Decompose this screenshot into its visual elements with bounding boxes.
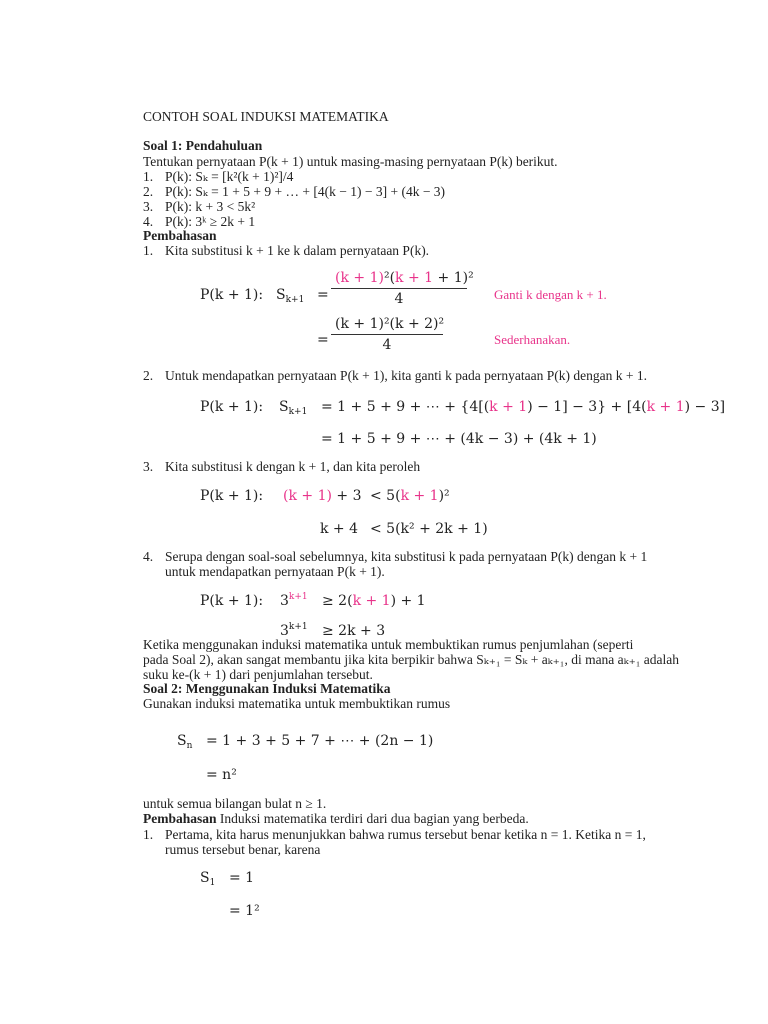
step4-text2: untuk mendapatkan pernyataan P(k + 1). [165, 564, 385, 579]
pembahasan2-eq1: = 1 [229, 870, 255, 886]
step1-fraction1: $\frac{\text{(k + 1)²(k + 1 + 1)²}}{4}$ [331, 270, 467, 307]
soal2-eq1-lhs: $S_n$ [177, 733, 193, 751]
step2-num: 2. [143, 368, 154, 383]
closing-line1: Ketika menggunakan induksi matematika untuk membuktikan rumus penjumlahan (seperti [143, 637, 634, 652]
step2-s: $S_{k+1}$ [279, 399, 308, 417]
soal1-item2: P(k): Sₖ = 1 + 5 + 9 + … + [4(k − 1) − 3] + (4k − 3) [165, 184, 446, 199]
step3-text: Kita substitusi k dengan k + 1, dan kita peroleh [165, 459, 421, 474]
pembahasan2-eq-lhs: $S_1$ [200, 870, 216, 888]
closing-line2: pada Soal 2), akan sangat membantu jika kita berpikir bahwa Sₖ₊₁ = Sₖ + aₖ₊₁, di mana aₖ₊₁ adalah [143, 652, 680, 667]
pembahasan2-item1-line2: rumus tersebut benar, karena [165, 842, 321, 857]
soal2-intro: Gunakan induksi matematika untuk membuktikan rumus [143, 696, 451, 711]
soal1-item3: P(k): k + 3 < 5k² [165, 199, 256, 214]
pembahasan2-item1-line1: Pertama, kita harus menunjukkan bahwa rumus tersebut benar ketika n = 1. Ketika n = 1, [165, 827, 646, 842]
soal1-heading: Soal 1: Pendahuluan [143, 138, 263, 153]
soal1-item1: P(k): Sₖ = [k²(k + 1)²]/4 [165, 169, 294, 184]
step2-line2: = 1 + 5 + 9 + ⋯ + (4k − 3) + (4k + 1) [321, 431, 597, 447]
step2-line1: = 1 + 5 + 9 + ⋯ + {4[(k + 1) − 1] − 3} + [4(k + 1) − 3] [321, 399, 726, 415]
step3-num: 3. [143, 459, 154, 474]
pembahasan2-line: Pembahasan Induksi matematika terdiri dari dua bagian yang berbeda. [143, 811, 529, 826]
soal2-heading: Soal 2: Menggunakan Induksi Matematika [143, 681, 391, 696]
step4-rhs1: ≥ 2(k + 1) + 1 [322, 593, 426, 609]
step1-lhs: P(k + 1): [200, 287, 264, 303]
step2-lhs: P(k + 1): [200, 399, 264, 415]
soal1-item3-num: 3. [143, 199, 154, 214]
step3-rhs1: < 5(k + 1)² [370, 488, 450, 504]
pembahasan2-eq2: = 1² [229, 903, 260, 919]
soal2-eq1-rhs: = 1 + 3 + 5 + 7 + ⋯ + (2n − 1) [206, 733, 434, 749]
step1-note1: Ganti k dengan k + 1. [494, 287, 607, 302]
soal1-item4-num: 4. [143, 214, 154, 229]
step3-expr1: (k + 1) + 3 [283, 488, 362, 504]
step1-text: Kita substitusi k + 1 ke k dalam pernyataan P(k). [165, 243, 430, 258]
soal2-after: untuk semua bilangan bulat n ≥ 1. [143, 796, 327, 811]
step1-s: $S_{k+1}$ [276, 287, 305, 305]
step1-num: 1. [143, 243, 154, 258]
step2-text: Untuk mendapatkan pernyataan P(k + 1), kita ganti k pada pernyataan P(k) dengan k + 1. [165, 368, 647, 383]
soal1-item2-num: 2. [143, 184, 154, 199]
soal1-intro: Tentukan pernyataan P(k + 1) untuk masing-masing pernyataan P(k) berikut. [143, 154, 558, 169]
step4-text1: Serupa dengan soal-soal sebelumnya, kita substitusi k pada pernyataan P(k) dengan k + 1 [165, 549, 648, 564]
step3-rhs2: < 5(k² + 2k + 1) [370, 521, 488, 537]
closing-line3: suku ke-(k + 1) dari penjumlahan tersebut. [143, 667, 373, 682]
soal1-item1-num: 1. [143, 169, 154, 184]
page-title: CONTOH SOAL INDUKSI MATEMATIKA [143, 109, 389, 124]
step3-lhs: P(k + 1): [200, 488, 264, 504]
step1-note2: Sederhanakan. [494, 332, 571, 347]
pembahasan1-heading: Pembahasan [143, 228, 217, 243]
step1-eq2: = [317, 332, 329, 348]
soal1-item4: P(k): 3ᵏ ≥ 2k + 1 [165, 214, 256, 229]
step4-num: 4. [143, 549, 154, 564]
step1-eq1: = [317, 287, 329, 303]
step4-base: $3^{k+1}$ [280, 592, 308, 609]
soal2-eq2: = n² [206, 767, 237, 783]
step4-base2: $3^{k+1}$ [280, 622, 308, 639]
step4-rhs2: ≥ 2k + 3 [322, 623, 386, 639]
step4-lhs: P(k + 1): [200, 593, 264, 609]
step1-fraction2: $\frac{\text{(k + 1)²(k + 2)²}}{4}$ [331, 316, 443, 353]
step3-lhs2: k + 4 [320, 521, 359, 537]
pembahasan2-item1-num: 1. [143, 827, 154, 842]
